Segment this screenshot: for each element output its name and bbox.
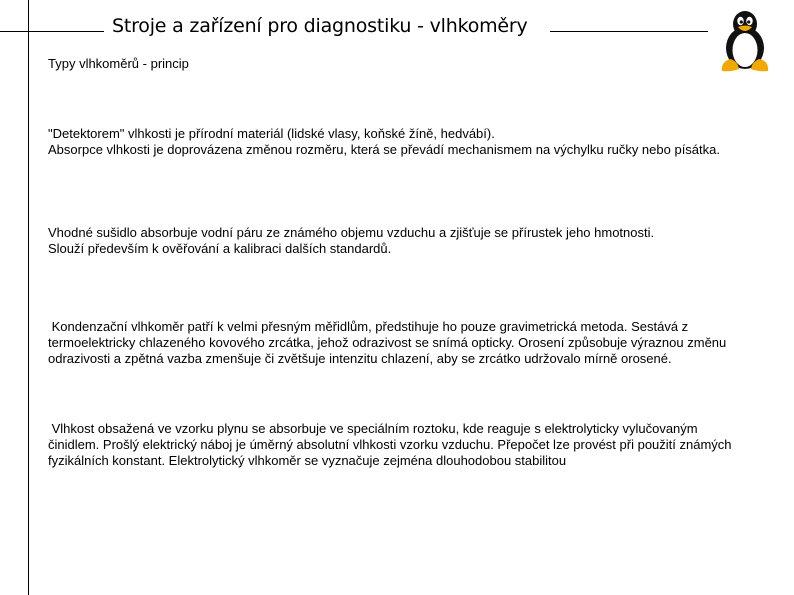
left-margin-line [28,0,29,595]
title-rule-right [550,31,708,32]
slide-subtitle: Typy vlhkoměrů - princip [48,56,189,71]
paragraph-gravimetric [48,225,748,257]
paragraph-line: "Detektorem" vlhkosti je přírodní materiál (lidské vlasy, koňské žíně, hedvábí). [48,126,495,141]
paragraph-line: Vhodné sušidlo absorbuje vodní páru ze známého objemu vzduchu a zjišťuje se přírustek jeho hmotnosti. [48,225,655,240]
tux-penguin-icon [719,10,771,72]
paragraph-line: Vlhkost obsažená ve vzorku plynu se absorbuje ve speciálním roztoku, kde reaguje s elektrolyticky vylučovaným činidlem. Prošlý elektrický náboj je úměrný absolutní vlhkosti vzorku vzduchu. Přepočet lze provést při použití známých fyzikálních konstant. Elektrolytický vlhkoměr se vyznačuje zejména dlouhodobou stabilitou [48,421,736,468]
paragraph-electrolytic [48,421,748,469]
title-rule-left [0,31,104,32]
paragraph-hair-hygrometer [48,126,748,158]
paragraph-line: Slouží především k ověřování a kalibraci dalších standardů. [48,241,392,256]
paragraph-condensation [48,319,748,367]
slide-title: Stroje a zařízení pro diagnostiku - vlhkoměry [112,15,528,37]
paragraph-line: Kondenzační vlhkoměr patří k velmi přesným měřidlům, předstihuje ho pouze gravimetrická metoda. Sestává z termoelektricky chlazeného kovového zrcátka, jehož odrazivost se snímá opticky. Orosení způsobuje výraznou změnu odrazivosti a zpětná vazba zmenšuje či zvětšuje intenzitu chlazení, aby se zrcátko udržovalo mírně orosené. [48,319,730,366]
paragraph-line: Absorpce vlhkosti je doprovázena změnou rozměru, která se převádí mechanismem na výchylku ručky nebo písátka. [48,142,720,157]
